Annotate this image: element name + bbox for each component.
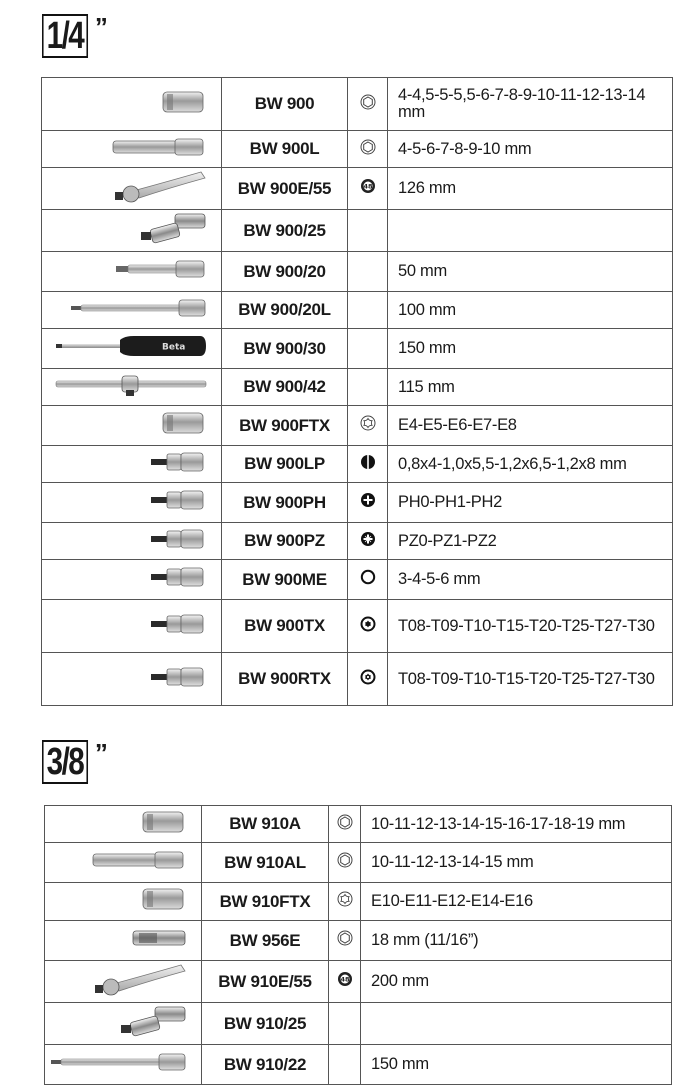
table-row bbox=[45, 883, 672, 921]
article-code: BW 900RTX bbox=[222, 653, 348, 706]
short-socket-icon bbox=[137, 886, 189, 917]
sizes-description: 10-11-12-13-14-15 mm bbox=[361, 843, 672, 883]
profile-symbol-cell bbox=[329, 806, 361, 843]
article-code: BW 900 bbox=[222, 78, 348, 131]
article-code: BW 900LP bbox=[222, 446, 348, 483]
long-extension-icon bbox=[69, 297, 209, 324]
table-row bbox=[42, 329, 673, 369]
table-row bbox=[45, 961, 672, 1003]
tool-image-cell bbox=[42, 446, 222, 483]
table-row bbox=[45, 806, 672, 843]
article-code: BW 900E/55 bbox=[222, 168, 348, 210]
table-row bbox=[42, 600, 673, 653]
inch-mark: ” bbox=[94, 738, 108, 768]
size-heading-3-8 bbox=[42, 740, 108, 784]
profile-symbol-cell bbox=[348, 78, 388, 131]
long-extension-icon bbox=[49, 1051, 189, 1078]
table-row bbox=[45, 843, 672, 883]
screwdriver-handle-icon bbox=[54, 332, 209, 365]
sizes-description: 115 mm bbox=[388, 369, 673, 406]
tool-image-cell bbox=[42, 78, 222, 131]
table-row bbox=[42, 210, 673, 252]
tool-image-cell bbox=[42, 406, 222, 446]
tool-image-cell bbox=[42, 131, 222, 168]
tool-image-cell bbox=[42, 483, 222, 523]
bit-socket-icon bbox=[149, 565, 209, 594]
tool-image-cell bbox=[45, 1003, 202, 1045]
hex-socket-icon bbox=[337, 852, 353, 873]
article-code: BW 900/42 bbox=[222, 369, 348, 406]
profile-symbol-cell bbox=[348, 406, 388, 446]
table-row bbox=[42, 252, 673, 292]
tool-image-cell bbox=[45, 961, 202, 1003]
sliding-t-bar-icon bbox=[54, 372, 209, 403]
hex-socket-icon bbox=[360, 94, 376, 115]
profile-symbol-cell bbox=[348, 292, 388, 329]
tool-image-cell bbox=[42, 292, 222, 329]
tool-image-cell bbox=[45, 843, 202, 883]
table-row bbox=[42, 78, 673, 131]
short-socket-icon bbox=[157, 410, 209, 441]
profile-symbol-cell bbox=[348, 329, 388, 369]
sizes-description: T08-T09-T10-T15-T20-T25-T27-T30 bbox=[388, 600, 673, 653]
spark-plug-socket-icon bbox=[129, 927, 189, 954]
article-code: BW 900ME bbox=[222, 560, 348, 600]
tool-image-cell bbox=[45, 1045, 202, 1085]
sizes-description: 126 mm bbox=[388, 168, 673, 210]
profile-symbol-cell bbox=[348, 252, 388, 292]
sizes-description bbox=[361, 1003, 672, 1045]
tool-image-cell bbox=[42, 168, 222, 210]
long-socket-icon bbox=[109, 136, 209, 163]
profile-symbol-cell bbox=[348, 600, 388, 653]
hex-socket-icon bbox=[337, 930, 353, 951]
bit-socket-icon bbox=[149, 527, 209, 556]
article-code: BW 900TX bbox=[222, 600, 348, 653]
article-code: BW 900/20L bbox=[222, 292, 348, 329]
article-code: BW 900/20 bbox=[222, 252, 348, 292]
table-row bbox=[45, 921, 672, 961]
tool-image-cell bbox=[42, 600, 222, 653]
sizes-description: T08-T09-T10-T15-T20-T25-T27-T30 bbox=[388, 653, 673, 706]
table-row bbox=[42, 369, 673, 406]
sizes-description: 18 mm (11/16”) bbox=[361, 921, 672, 961]
table-row bbox=[42, 483, 673, 523]
bit-socket-icon bbox=[149, 488, 209, 517]
sizes-description bbox=[388, 210, 673, 252]
profile-symbol-cell bbox=[329, 883, 361, 921]
profile-symbol-cell bbox=[348, 210, 388, 252]
inch-mark: ” bbox=[94, 12, 108, 42]
table-row bbox=[42, 406, 673, 446]
profile-symbol-cell bbox=[348, 369, 388, 406]
sizes-description: PH0-PH1-PH2 bbox=[388, 483, 673, 523]
long-socket-icon bbox=[89, 849, 189, 876]
size-label: 3/8 bbox=[42, 740, 88, 784]
tool-image-cell bbox=[42, 329, 222, 369]
ratchet-icon bbox=[109, 168, 209, 209]
sizes-description: 150 mm bbox=[388, 329, 673, 369]
profile-symbol-cell bbox=[348, 560, 388, 600]
sizes-description: 3-4-5-6 mm bbox=[388, 560, 673, 600]
profile-symbol-cell bbox=[348, 523, 388, 560]
article-code: BW 910A bbox=[202, 806, 329, 843]
table-row bbox=[42, 523, 673, 560]
article-code: BW 910/25 bbox=[202, 1003, 329, 1045]
article-code: BW 900PH bbox=[222, 483, 348, 523]
sizes-description: 50 mm bbox=[388, 252, 673, 292]
article-code: BW 900FTX bbox=[222, 406, 348, 446]
tool-image-cell bbox=[45, 921, 202, 961]
table-row bbox=[42, 292, 673, 329]
table-row bbox=[42, 653, 673, 706]
tool-image-cell bbox=[42, 560, 222, 600]
svg-text:Beta: Beta bbox=[162, 342, 186, 353]
sizes-description: E10-E11-E12-E14-E16 bbox=[361, 883, 672, 921]
size-label: 1/4 bbox=[42, 14, 88, 58]
profile-symbol-cell bbox=[329, 1003, 361, 1045]
profile-symbol-cell bbox=[348, 653, 388, 706]
sizes-description: E4-E5-E6-E7-E8 bbox=[388, 406, 673, 446]
phillips-icon bbox=[360, 492, 376, 513]
torx-icon bbox=[360, 616, 376, 637]
svg-text:48: 48 bbox=[339, 975, 350, 984]
tamper-torx-icon bbox=[360, 669, 376, 690]
ratchet-teeth-icon bbox=[360, 178, 376, 199]
profile-symbol-cell bbox=[348, 446, 388, 483]
bit-socket-icon bbox=[149, 450, 209, 479]
profile-symbol-cell bbox=[348, 168, 388, 210]
profile-symbol-cell bbox=[329, 921, 361, 961]
tool-image-cell bbox=[45, 806, 202, 843]
hex-key-icon bbox=[360, 569, 376, 590]
sizes-description: 0,8x4-1,0x5,5-1,2x6,5-1,2x8 mm bbox=[388, 446, 673, 483]
pozidriv-icon bbox=[360, 531, 376, 552]
article-code: BW 900/30 bbox=[222, 329, 348, 369]
torx-socket-icon bbox=[360, 415, 376, 436]
sizes-description: 10-11-12-13-14-15-16-17-18-19 mm bbox=[361, 806, 672, 843]
profile-symbol-cell bbox=[329, 961, 361, 1003]
sizes-description: 150 mm bbox=[361, 1045, 672, 1085]
tools-table-1-4 bbox=[41, 77, 673, 706]
table-row bbox=[45, 1003, 672, 1045]
article-code: BW 900/25 bbox=[222, 210, 348, 252]
ratchet-teeth-icon bbox=[337, 971, 353, 992]
sizes-description: PZ0-PZ1-PZ2 bbox=[388, 523, 673, 560]
size-heading-1-4 bbox=[42, 14, 108, 58]
tool-image-cell bbox=[45, 883, 202, 921]
sizes-description: 4-4,5-5-5,5-6-7-8-9-10-11-12-13-14 mm bbox=[388, 78, 673, 131]
article-code: BW 910/22 bbox=[202, 1045, 329, 1085]
short-extension-icon bbox=[114, 258, 209, 285]
profile-symbol-cell bbox=[348, 131, 388, 168]
profile-symbol-cell bbox=[329, 843, 361, 883]
tool-image-cell bbox=[42, 252, 222, 292]
table-row bbox=[42, 446, 673, 483]
torx-socket-icon bbox=[337, 891, 353, 912]
table-row bbox=[42, 131, 673, 168]
sizes-description: 100 mm bbox=[388, 292, 673, 329]
article-code: BW 910AL bbox=[202, 843, 329, 883]
profile-symbol-cell bbox=[329, 1045, 361, 1085]
tool-image-cell bbox=[42, 210, 222, 252]
article-code: BW 900L bbox=[222, 131, 348, 168]
hex-socket-icon bbox=[360, 139, 376, 160]
article-code: BW 910E/55 bbox=[202, 961, 329, 1003]
tool-image-cell bbox=[42, 523, 222, 560]
universal-joint-icon bbox=[139, 210, 209, 251]
universal-joint-icon bbox=[119, 1003, 189, 1044]
table-row bbox=[42, 560, 673, 600]
sizes-description: 200 mm bbox=[361, 961, 672, 1003]
bit-socket-icon bbox=[149, 612, 209, 641]
tools-table-3-8 bbox=[44, 805, 672, 1085]
svg-text:48: 48 bbox=[362, 182, 373, 191]
profile-symbol-cell bbox=[348, 483, 388, 523]
short-socket-icon bbox=[137, 809, 189, 840]
sizes-description: 4-5-6-7-8-9-10 mm bbox=[388, 131, 673, 168]
table-row bbox=[45, 1045, 672, 1085]
tool-image-cell bbox=[42, 653, 222, 706]
short-socket-icon bbox=[157, 89, 209, 120]
ratchet-icon bbox=[89, 961, 189, 1002]
slotted-icon bbox=[360, 454, 376, 475]
article-code: BW 910FTX bbox=[202, 883, 329, 921]
article-code: BW 900PZ bbox=[222, 523, 348, 560]
hex-socket-icon bbox=[337, 814, 353, 835]
article-code: BW 956E bbox=[202, 921, 329, 961]
tool-image-cell bbox=[42, 369, 222, 406]
bit-socket-icon bbox=[149, 665, 209, 694]
table-row bbox=[42, 168, 673, 210]
